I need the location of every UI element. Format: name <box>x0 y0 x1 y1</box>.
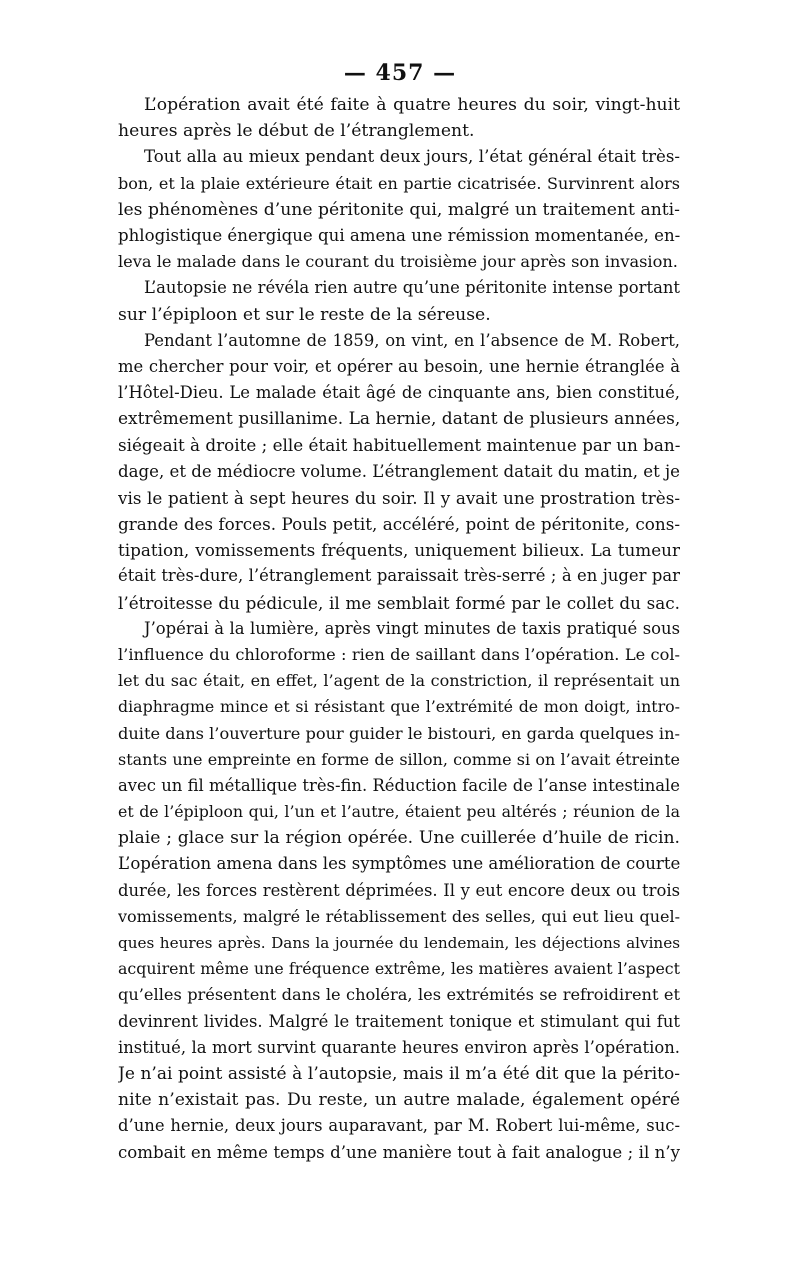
text-line: avec un fil métallique très-fin. Réduction facile de l’anse intestinale <box>118 775 680 795</box>
paragraph <box>118 616 680 1166</box>
text-line: combait en même temps d’une manière tout à fait analogue ; il n’y <box>118 1142 680 1162</box>
text-line: extrêmement pusillanime. La hernie, datant de plusieurs années, <box>118 409 680 430</box>
body-text <box>118 92 680 1166</box>
text-line: l’influence du chloroforme : rien de saillant dans l’opération. Le col- <box>118 644 680 664</box>
text-line: institué, la mort survint quarante heures environ après l’opération. <box>118 1037 680 1057</box>
text-line: siégeait à droite ; elle était habituellement maintenue par un ban- <box>118 435 680 456</box>
paragraph <box>118 328 680 616</box>
text-line: L’opération avait été faite à quatre heures du soir, vingt-huit <box>144 95 680 115</box>
text-line: dage, et de médiocre volume. L’étranglement datait du matin, et je <box>118 461 680 481</box>
text-line: acquirent même une fréquence extrême, les matières avaient l’aspect <box>118 959 680 979</box>
text-line: bon, et la plaie extérieure était en partie cicatrisée. Survinrent alors <box>118 173 680 193</box>
text-line: heures après le début de l’étranglement. <box>118 121 475 142</box>
text-line: grande des forces. Pouls petit, accéléré, point de péritonite, cons- <box>118 514 680 534</box>
text-line: tipation, vomissements fréquents, uniquement bilieux. La tumeur <box>118 540 680 561</box>
text-line: phlogistique énergique qui amena une rémission momentanée, en- <box>118 225 680 245</box>
text-line: l’étroitesse du pédicule, il me semblait formé par le collet du sac. <box>118 592 680 613</box>
text-line: let du sac était, en effet, l’agent de la constriction, il représentait un <box>118 671 680 691</box>
text-line: ques heures après. Dans la journée du lendemain, les déjections alvines <box>118 934 680 952</box>
text-line: était très-dure, l’étranglement paraissait très-serré ; à en juger par <box>118 566 680 586</box>
text-line: J’opérai à la lumière, après vingt minutes de taxis pratiqué sous <box>144 618 680 638</box>
text-line: sur l’épiploon et sur le reste de la séreuse. <box>118 304 491 325</box>
text-line: plaie ; glace sur la région opérée. Une cuillerée d’huile de ricin. <box>118 828 680 849</box>
paragraph <box>118 275 680 327</box>
text-line: Pendant l’automne de 1859, on vint, en l’absence de M. Robert, <box>144 330 680 350</box>
text-line: diaphragme mince et si résistant que l’extrémité de mon doigt, intro- <box>118 697 680 717</box>
text-line: Tout alla au mieux pendant deux jours, l’état général était très- <box>144 147 680 167</box>
paragraph <box>118 92 680 144</box>
text-line: vomissements, malgré le rétablissement des selles, qui eut lieu quel- <box>118 906 680 926</box>
text-line: durée, les forces restèrent déprimées. Il y eut encore deux ou trois <box>118 880 680 900</box>
text-line: me chercher pour voir, et opérer au besoin, une hernie étranglée à <box>118 356 680 376</box>
text-line: L’autopsie ne révéla rien autre qu’une péritonite intense portant <box>144 278 680 298</box>
text-line: les phénomènes d’une péritonite qui, malgré un traitement anti- <box>118 199 680 220</box>
text-line: duite dans l’ouverture pour guider le bistouri, en garda quelques in- <box>118 723 680 743</box>
text-line: l’Hôtel-Dieu. Le malade était âgé de cinquante ans, bien constitué, <box>118 383 680 403</box>
text-line: L’opération amena dans les symptômes une amélioration de courte <box>118 854 680 874</box>
text-line: leva le malade dans le courant du troisième jour après son invasion. <box>118 252 678 272</box>
text-line: d’une hernie, deux jours auparavant, par M. Robert lui-même, suc- <box>118 1116 680 1136</box>
page-number: — 457 — <box>343 60 457 86</box>
text-line: Je n’ai point assisté à l’autopsie, mais il m’a été dit que la périto- <box>118 1063 680 1084</box>
text-line: nite n’existait pas. Du reste, un autre malade, également opéré <box>118 1090 680 1111</box>
text-line: stants une empreinte en forme de sillon, comme si on l’avait étreinte <box>118 749 680 769</box>
text-line: vis le patient à sept heures du soir. Il y avait une prostration très- <box>118 487 680 508</box>
text-line: devinrent livides. Malgré le traitement tonique et stimulant qui fut <box>118 1011 680 1031</box>
text-line: qu’elles présentent dans le choléra, les extrémités se refroidirent et <box>118 985 680 1005</box>
text-line: et de l’épiploon qui, l’un et l’autre, étaient peu altérés ; réunion de la <box>118 802 680 822</box>
paragraph <box>118 144 680 275</box>
